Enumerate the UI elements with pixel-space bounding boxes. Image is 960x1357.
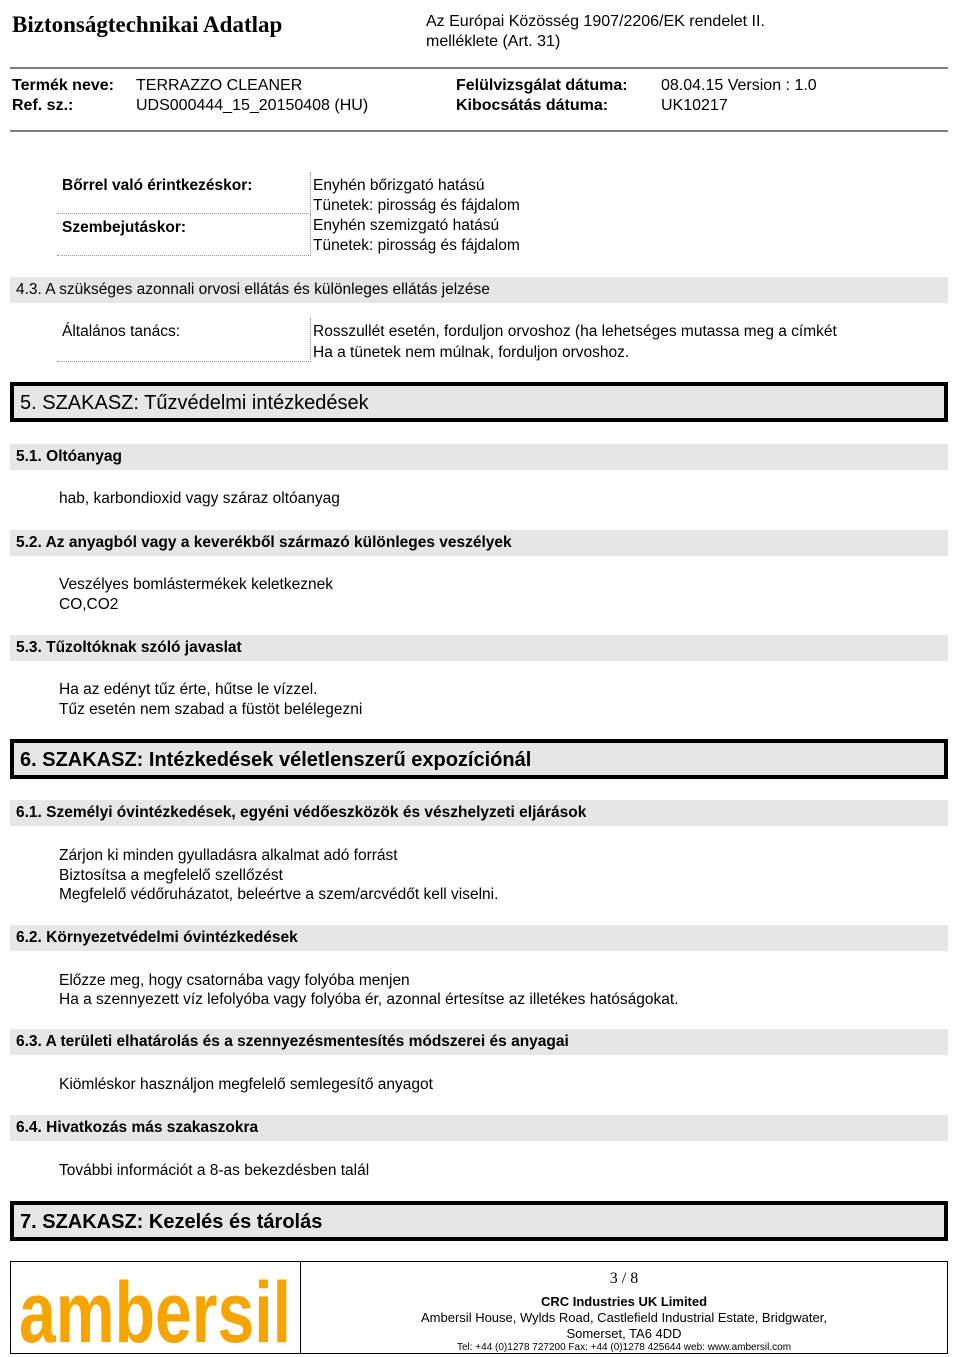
- skin-contact-text-2: Tünetek: pirosság és fájdalom: [313, 197, 520, 214]
- page-number: 3 / 8: [609, 1270, 639, 1287]
- special-hazards-text-2: CO,CO2: [59, 596, 119, 613]
- ref-number-label: Ref. sz.:: [12, 97, 74, 114]
- product-name-value: TERRAZZO CLEANER: [136, 77, 303, 94]
- subsection-6-1-bar: [10, 800, 948, 826]
- ambersil-logo: [17, 1264, 293, 1357]
- environmental-precautions-text-2: Ha a szennyezett víz lefolyóba vagy folyóba ér, azonnal értesítse az illetékes hatóságokat.: [59, 991, 679, 1008]
- document-title: Biztonságtechnikai Adatlap: [12, 12, 283, 37]
- subsection-5-1-title: 5.1. Oltóanyag: [16, 448, 122, 465]
- subsection-4-3-bar: [10, 277, 948, 303]
- review-date-label: Felülvizsgálat dátuma:: [456, 77, 628, 94]
- product-name-label: Termék neve:: [12, 77, 114, 94]
- subsection-4-3-title: 4.3. A szükséges azonnali orvosi ellátás és különleges ellátás jelzése: [16, 281, 490, 298]
- footer-address-2: Somerset, TA6 4DD: [566, 1326, 682, 1341]
- subsection-5-3-title: 5.3. Tűzoltóknak szóló javaslat: [16, 639, 242, 656]
- personal-precautions-text-1: Zárjon ki minden gyulladásra alkalmat adó forrást: [59, 847, 398, 864]
- subsection-6-4-bar: [10, 1115, 948, 1141]
- personal-precautions-text-2: Biztosítsa a megfelelő szellőzést: [59, 867, 283, 884]
- subsection-5-2-bar: [10, 530, 948, 556]
- eye-contact-label: Szembejutáskor:: [62, 219, 187, 236]
- subsection-6-2-bar: [10, 925, 948, 951]
- header-rule-top: [10, 67, 948, 69]
- eye-contact-text-1: Enyhén szemizgató hatású: [313, 217, 500, 234]
- reference-text: További információt a 8-as bekezdésben talál: [59, 1162, 370, 1179]
- section-5-header: [10, 382, 948, 422]
- extinguishing-media-text: hab, karbondioxid vagy száraz oltóanyag: [59, 490, 340, 507]
- footer-address-1: Ambersil House, Wylds Road, Castlefield Industrial Estate, Bridgwater,: [421, 1310, 827, 1325]
- footer-contact: Tel: +44 (0)1278 727200 Fax: +44 (0)1278 425644 web: www.ambersil.com: [456, 1342, 792, 1353]
- containment-text: Kiömléskor használjon megfelelő semlegesítő anyagot: [59, 1076, 433, 1093]
- section-7-header: [10, 1201, 948, 1241]
- firefighter-advice-text-1: Ha az edényt tűz érte, hűtse le vízzel.: [59, 681, 318, 698]
- skin-contact-text-1: Enyhén bőrizgató hatású: [313, 177, 485, 194]
- special-hazards-text-1: Veszélyes bomlástermékek keletkeznek: [59, 576, 333, 593]
- section-5-title: 5. SZAKASZ: Tűzvédelmi intézkedések: [20, 392, 369, 414]
- subsection-5-3-bar: [10, 635, 948, 661]
- general-advice-text-2: Ha a tünetek nem múlnak, forduljon orvoshoz.: [313, 344, 630, 361]
- subsection-5-2-title: 5.2. Az anyagból vagy a keverékből származó különleges veszélyek: [16, 534, 512, 551]
- footer-company: CRC Industries UK Limited: [540, 1294, 708, 1309]
- page-footer: [10, 1261, 948, 1357]
- section-7-title: 7. SZAKASZ: Kezelés és tárolás: [20, 1211, 323, 1233]
- subsection-6-4-title: 6.4. Hivatkozás más szakaszokra: [16, 1119, 259, 1136]
- environmental-precautions-text-1: Előzze meg, hogy csatornába vagy folyóba menjen: [59, 972, 410, 989]
- section-6-title: 6. SZAKASZ: Intézkedések véletlenszerű expozíciónál: [20, 749, 532, 771]
- subsection-6-3-bar: [10, 1029, 948, 1055]
- eye-contact-cell: [57, 214, 311, 256]
- subsection-6-1-title: 6.1. Személyi óvintézkedések, egyéni védőeszközök és vészhelyzeti eljárások: [16, 804, 587, 821]
- skin-contact-label: Bőrrel való érintkezéskor:: [62, 177, 253, 194]
- firefighter-advice-text-2: Tűz esetén nem szabad a füstöt belélegezni: [59, 701, 363, 718]
- review-date-value: 08.04.15 Version : 1.0: [661, 77, 817, 94]
- ref-number-value: UDS000444_15_20150408 (HU): [136, 97, 369, 114]
- personal-precautions-text-3: Megfelelő védőruházatot, beleértve a szem/arcvédőt kell viselni.: [59, 886, 499, 903]
- subsection-6-3-title: 6.3. A területi elhatárolás és a szennyezésmentesítés módszerei és anyagai: [16, 1033, 569, 1050]
- general-advice-label: Általános tanács:: [62, 323, 181, 340]
- subsection-5-1-bar: [10, 444, 948, 470]
- issue-date-value: UK10217: [661, 97, 728, 114]
- subsection-6-2-title: 6.2. Környezetvédelmi óvintézkedések: [16, 929, 298, 946]
- eye-contact-text-2: Tünetek: pirosság és fájdalom: [313, 237, 520, 254]
- issue-date-label: Kibocsátás dátuma:: [456, 97, 609, 114]
- regulation-line-2: melléklete (Art. 31): [426, 33, 561, 50]
- general-advice-text-1: Rosszullét esetén, forduljon orvoshoz (ha lehetséges mutassa meg a címkét: [313, 323, 837, 340]
- general-advice-cell: [57, 318, 311, 362]
- regulation-line-1: Az Európai Közösség 1907/2206/EK rendelet II.: [426, 13, 765, 30]
- ambersil-logo-wordmark: ambersil: [19, 1265, 291, 1357]
- header-rule-bottom: [10, 130, 948, 132]
- skin-contact-cell: [57, 172, 311, 214]
- section-6-header: [10, 739, 948, 779]
